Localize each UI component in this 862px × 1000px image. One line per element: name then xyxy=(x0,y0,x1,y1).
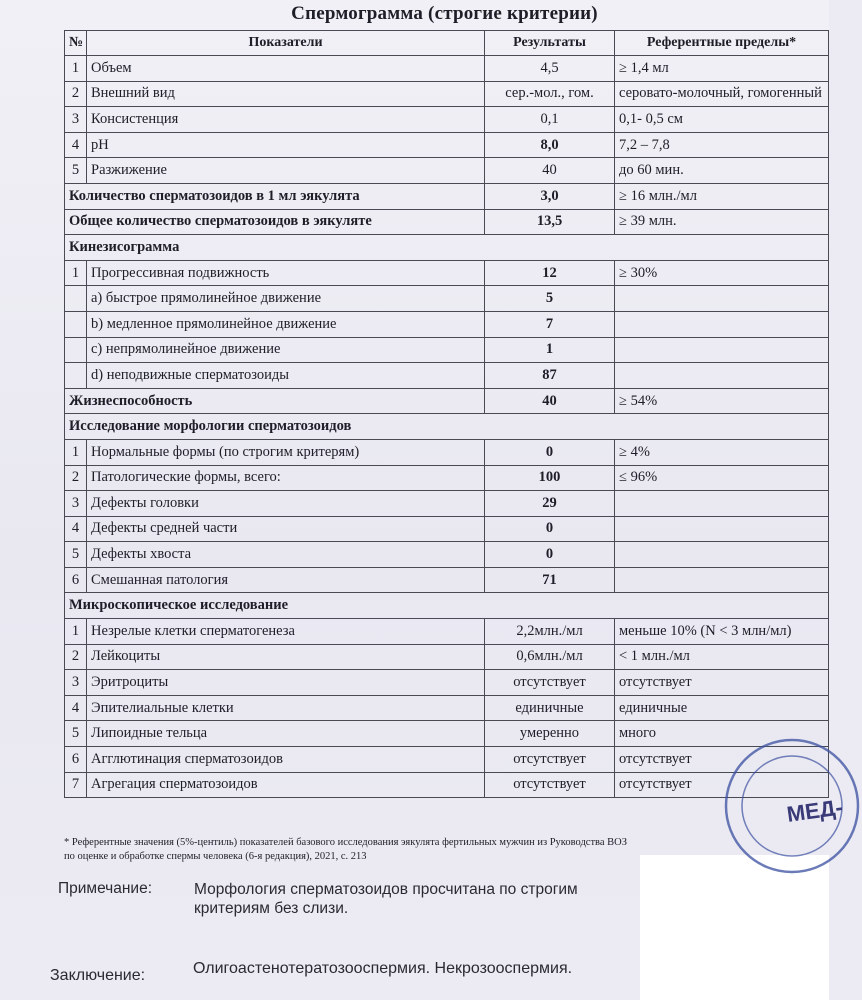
table-cell-name: Эритроциты xyxy=(87,670,485,696)
table-cell-num: 6 xyxy=(65,567,87,593)
table-cell-name: Разжижение xyxy=(87,158,485,184)
table-cell-result: 29 xyxy=(485,491,615,517)
table-cell-num: 7 xyxy=(65,772,87,798)
table-row xyxy=(65,286,829,312)
table-cell-num: 1 xyxy=(65,260,87,286)
table-cell-ref: отсутствует xyxy=(615,747,829,773)
table-row xyxy=(65,56,829,82)
table-row xyxy=(65,439,829,465)
note-text: Морфология сперматозоидов просчитана по строгим критериям без слизи. xyxy=(194,881,578,917)
section-header-microscopy xyxy=(65,593,829,619)
table-cell-result: 2,2млн./мл xyxy=(485,619,615,645)
table-cell-name: Липоидные тельца xyxy=(87,721,485,747)
table-cell-result: 5 xyxy=(485,286,615,312)
table-cell-result: 0,1 xyxy=(485,107,615,133)
table-cell-name: Количество сперматозоидов в 1 мл эякулята xyxy=(65,183,485,209)
table-cell-num xyxy=(65,363,87,389)
table-cell-name: Жизнеспособность xyxy=(65,388,485,414)
document-title: Спермограмма (строгие критерии) xyxy=(291,3,598,24)
table-cell-ref: ≥ 16 млн./мл xyxy=(615,183,829,209)
table-cell-ref: < 1 млн./мл xyxy=(615,644,829,670)
redaction-box xyxy=(640,855,829,1000)
table-row xyxy=(65,363,829,389)
total-count-row xyxy=(65,209,829,235)
table-row xyxy=(65,644,829,670)
table-cell-result: 12 xyxy=(485,260,615,286)
table-cell-name: Объем xyxy=(87,56,485,82)
table-cell-result: 71 xyxy=(485,567,615,593)
section-title: Кинезисограмма xyxy=(65,235,829,261)
table-cell-name: Прогрессивная подвижность xyxy=(87,260,485,286)
table-cell-name: pH xyxy=(87,132,485,158)
table-cell-result: отсутствует xyxy=(485,747,615,773)
table-cell-num: 5 xyxy=(65,158,87,184)
column-header-ref: Референтные пределы* xyxy=(615,31,829,56)
footnote-line: * Референтные значения (5%-центиль) показателей базового исследования эякулята фертильных мужчин из Руководства ВОЗ xyxy=(64,837,627,848)
table-cell-result: 40 xyxy=(485,158,615,184)
table-cell-result: отсутствует xyxy=(485,772,615,798)
table-cell-ref xyxy=(615,542,829,568)
table-cell-num: 3 xyxy=(65,107,87,133)
table-cell-ref: отсутствует xyxy=(615,772,829,798)
table-cell-num: 4 xyxy=(65,695,87,721)
table-row xyxy=(65,695,829,721)
table-cell-name: Дефекты хвоста xyxy=(87,542,485,568)
table-cell-ref: 7,2 – 7,8 xyxy=(615,132,829,158)
table-row xyxy=(65,619,829,645)
table-cell-name: Нормальные формы (по строгим критерям) xyxy=(87,439,485,465)
table-cell-result: 3,0 xyxy=(485,183,615,209)
table-cell-ref: до 60 мин. xyxy=(615,158,829,184)
table-cell-ref: ≥ 54% xyxy=(615,388,829,414)
table-cell-ref: ≥ 1,4 мл xyxy=(615,56,829,82)
table-cell-ref xyxy=(615,491,829,517)
table-cell-ref: серовато-молочный, гомогенный xyxy=(615,81,829,107)
table-cell-result: 7 xyxy=(485,311,615,337)
table-cell-num: 5 xyxy=(65,542,87,568)
table-cell-result: умеренно xyxy=(485,721,615,747)
table-cell-ref xyxy=(615,363,829,389)
section-title: Микроскопическое исследование xyxy=(65,593,829,619)
table-row xyxy=(65,81,829,107)
table-cell-result: 100 xyxy=(485,465,615,491)
column-header-num: № xyxy=(65,31,87,56)
table-cell-num: 1 xyxy=(65,439,87,465)
table-row xyxy=(65,491,829,517)
table-cell-num: 4 xyxy=(65,516,87,542)
table-cell-num: 6 xyxy=(65,747,87,773)
table-cell-result: 87 xyxy=(485,363,615,389)
column-header-name: Показатели xyxy=(87,31,485,56)
table-row xyxy=(65,337,829,363)
table-cell-ref: ≥ 39 млн. xyxy=(615,209,829,235)
table-cell-num xyxy=(65,311,87,337)
table-row xyxy=(65,260,829,286)
table-cell-name: Общее количество сперматозоидов в эякуляте xyxy=(65,209,485,235)
table-cell-ref: много xyxy=(615,721,829,747)
table-row xyxy=(65,567,829,593)
stamp-icon xyxy=(712,726,862,876)
table-cell-ref: отсутствует xyxy=(615,670,829,696)
table-cell-name: d) неподвижные сперматозоиды xyxy=(87,363,485,389)
section-header-morphology xyxy=(65,414,829,440)
conclusion-text: Олигоастенотератозооспермия. Некрозооспермия. xyxy=(193,960,573,977)
table-cell-num: 1 xyxy=(65,619,87,645)
table-cell-name: Смешанная патология xyxy=(87,567,485,593)
table-cell-result: 13,5 xyxy=(485,209,615,235)
table-cell-num: 3 xyxy=(65,670,87,696)
table-cell-ref xyxy=(615,337,829,363)
table-cell-result: 4,5 xyxy=(485,56,615,82)
table-cell-name: Агглютинация сперматозоидов xyxy=(87,747,485,773)
table-cell-name: Эпителиальные клетки xyxy=(87,695,485,721)
table-cell-name: b) медленное прямолинейное движение xyxy=(87,311,485,337)
table-row xyxy=(65,465,829,491)
note-label: Примечание: xyxy=(58,880,153,897)
results-table xyxy=(64,30,829,798)
table-cell-num: 2 xyxy=(65,644,87,670)
table-cell-result: 0 xyxy=(485,439,615,465)
section-header-kinesiogram xyxy=(65,235,829,261)
table-cell-result: 0 xyxy=(485,542,615,568)
table-cell-ref: ≤ 96% xyxy=(615,465,829,491)
table-cell-name: c) непрямолинейное движение xyxy=(87,337,485,363)
table-cell-name: Дефекты головки xyxy=(87,491,485,517)
table-cell-name: a) быстрое прямолинейное движение xyxy=(87,286,485,312)
table-row xyxy=(65,132,829,158)
table-cell-name: Агрегация сперматозоидов xyxy=(87,772,485,798)
table-cell-num: 1 xyxy=(65,56,87,82)
table-cell-ref xyxy=(615,286,829,312)
table-cell-ref: единичные xyxy=(615,695,829,721)
table-row xyxy=(65,516,829,542)
table-cell-ref xyxy=(615,567,829,593)
table-cell-name: Дефекты средней части xyxy=(87,516,485,542)
table-cell-result: отсутствует xyxy=(485,670,615,696)
table-cell-ref: меньше 10% (N < 3 млн/мл) xyxy=(615,619,829,645)
conclusion-label: Заключение: xyxy=(50,967,146,984)
table-cell-num: 3 xyxy=(65,491,87,517)
table-row xyxy=(65,670,829,696)
table-cell-ref: ≥ 30% xyxy=(615,260,829,286)
table-row xyxy=(65,542,829,568)
stamp-text: МЕД- xyxy=(785,794,845,827)
table-cell-ref xyxy=(615,311,829,337)
table-cell-result: 8,0 xyxy=(485,132,615,158)
table-cell-result: единичные xyxy=(485,695,615,721)
table-row xyxy=(65,107,829,133)
table-cell-num xyxy=(65,286,87,312)
section-title: Исследование морфологии сперматозоидов xyxy=(65,414,829,440)
table-cell-name: Патологические формы, всего: xyxy=(87,465,485,491)
table-cell-ref: ≥ 4% xyxy=(615,439,829,465)
table-cell-name: Незрелые клетки сперматогенеза xyxy=(87,619,485,645)
table-cell-result: 40 xyxy=(485,388,615,414)
table-cell-name: Лейкоциты xyxy=(87,644,485,670)
table-cell-name: Консистенция xyxy=(87,107,485,133)
table-cell-ref: 0,1- 0,5 см xyxy=(615,107,829,133)
table-cell-num: 4 xyxy=(65,132,87,158)
table-cell-num: 2 xyxy=(65,465,87,491)
table-cell-result: 0 xyxy=(485,516,615,542)
footnote-line: по оценке и обработке спермы человека (6-я редакция), 2021, с. 213 xyxy=(64,851,367,862)
concentration-row xyxy=(65,183,829,209)
table-cell-result: сер.-мол., гом. xyxy=(485,81,615,107)
table-cell-num xyxy=(65,337,87,363)
table-cell-num: 2 xyxy=(65,81,87,107)
table-cell-name: Внешний вид xyxy=(87,81,485,107)
table-row xyxy=(65,311,829,337)
table-row xyxy=(65,158,829,184)
viability-row xyxy=(65,388,829,414)
table-header-row xyxy=(65,31,829,56)
column-header-result: Результаты xyxy=(485,31,615,56)
table-cell-result: 1 xyxy=(485,337,615,363)
table-cell-num: 5 xyxy=(65,721,87,747)
table-cell-ref xyxy=(615,516,829,542)
table-cell-result: 0,6млн./мл xyxy=(485,644,615,670)
